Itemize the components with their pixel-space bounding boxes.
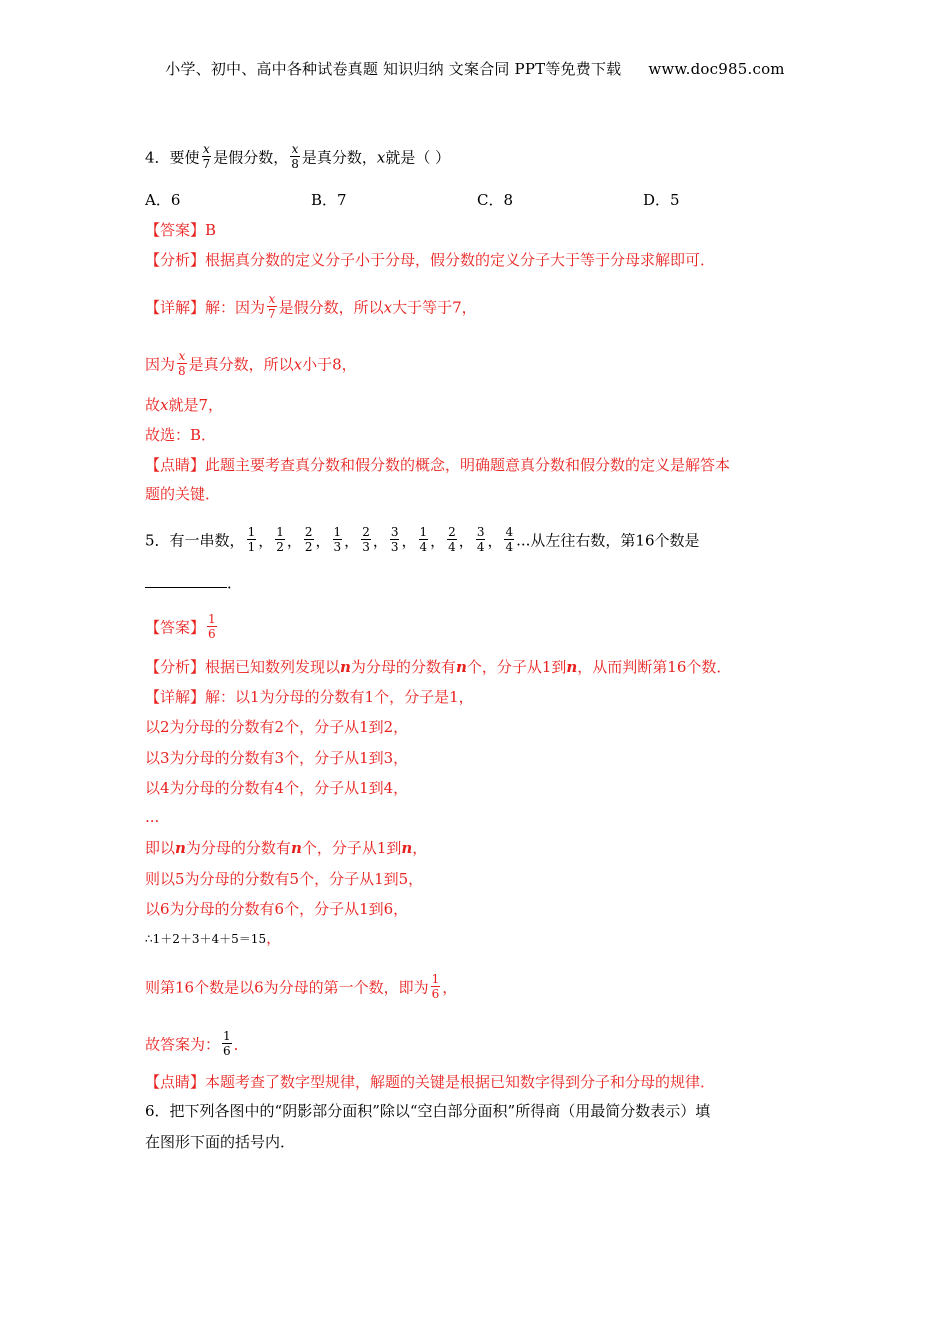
q4-comment-line1: 【点睛】此题主要考查真分数和假分数的概念，明确题意真分数和假分数的定义是解答本 [145, 456, 731, 474]
option-d[interactable]: D．5 [643, 191, 680, 209]
q5-comment: 【点睛】本题考查了数字型规律，解题的关键是根据已知数字得到分子和分母的规律． [145, 1073, 716, 1091]
q5-detail-7: 则以5为分母的分数有5个，分子从1到5， [145, 870, 424, 888]
sequence-fraction: $\frac{1}{3}$ [333, 525, 342, 554]
q5-detail-5: ... [145, 808, 160, 826]
q4-detail-line1: 【详解】解：因为 $\frac{x}{7}$ 是假分数，所以x大于等于7， [145, 292, 477, 321]
fraction: $\frac{x}{8}$ [291, 142, 299, 171]
sequence-fraction: $\frac{3}{4}$ [476, 525, 485, 554]
sequence-fraction: $\frac{2}{2}$ [304, 525, 313, 554]
q4-analysis: 【分析】根据真分数的定义分子小于分母，假分数的定义分子大于等于分母求解即可． [145, 251, 716, 269]
q5-detail-3: 以3为分母的分数有3个，分子从1到3， [145, 749, 409, 767]
q4-stem: 4．要使 $\frac{x}{7}$ 是假分数， $\frac{x}{8}$ 是真分数，x就是（ ） [145, 142, 451, 171]
q6-stem-line1: 6．把下列各图中的“阴影部分面积”除以“空白部分面积”所得商（用最简分数表示）填 [145, 1102, 711, 1120]
sequence-fraction: $\frac{3}{3}$ [390, 525, 399, 554]
fraction: $\frac{1}{6}$ [431, 972, 440, 1001]
option-a[interactable]: A．6 [145, 191, 181, 209]
fraction-sequence [245, 525, 517, 554]
q5-stem: 5．有一串数， $\frac{1}{1}$ ， $\frac{1}{2}$ ， $\frac{2}{2}$ ， $\frac{1}{3}$ ， $\frac{2}{3}$ ， $\frac{3}{3}$ ， $\frac{1}{4}$ ， $\frac{2}{4}$ ， $\frac{3}{4}$ ， $\frac{4}{4}$ ...从左往右数，第16个数是 [145, 525, 700, 554]
header-text: 小学、初中、高中各种试卷真题 知识归纳 文案合同 PPT等免费下载 [165, 60, 622, 78]
q5-detail-9: ∴1＋2＋3＋4＋5＝15， [145, 929, 282, 947]
separator: ， [286, 531, 302, 550]
q4-detail-line2: 因为 $\frac{x}{8}$ 是真分数，所以x小于8， [145, 349, 357, 378]
q5-detail-11: 故答案为： $\frac{1}{6}$ ． [145, 1029, 249, 1058]
separator: ， [258, 531, 274, 550]
q5-detail-1: 【详解】解：以1为分母的分数有1个，分子是1， [145, 688, 474, 706]
separator: ， [372, 531, 388, 550]
sequence-fraction: $\frac{1}{1}$ [247, 525, 256, 554]
fraction: $\frac{1}{6}$ [208, 612, 216, 641]
answer-blank[interactable] [145, 573, 227, 588]
q5-detail-10: 则第16个数是以6为分母的第一个数，即为 $\frac{1}{6}$ ， [145, 972, 458, 1001]
separator: ， [487, 531, 503, 550]
option-c[interactable]: C．8 [477, 191, 514, 209]
sequence-fraction: $\frac{1}{4}$ [419, 525, 428, 554]
sequence-fraction: $\frac{1}{2}$ [276, 525, 284, 554]
fraction: $\frac{x}{7}$ [268, 292, 276, 321]
option-b[interactable]: B．7 [311, 191, 347, 209]
q4-detail-line3: 故x就是7， [145, 396, 224, 414]
sequence-fraction: $\frac{4}{4}$ [505, 525, 514, 554]
separator: ， [315, 531, 331, 550]
fraction: $\frac{1}{6}$ [223, 1029, 231, 1058]
fraction: $\frac{x}{8}$ [178, 349, 186, 378]
separator: ， [401, 531, 417, 550]
q6-stem-line2: 在图形下面的括号内． [145, 1133, 296, 1151]
q5-blank-line: ． [145, 573, 242, 593]
fraction: $\frac{x}{7}$ [202, 142, 211, 171]
q5-detail-4: 以4为分母的分数有4个，分子从1到4， [145, 779, 409, 797]
q4-answer: 【答案】B [145, 221, 217, 239]
q5-answer: 【答案】 $\frac{1}{6}$ [145, 612, 216, 641]
sequence-fraction: $\frac{2}{4}$ [448, 525, 456, 554]
q4-options [145, 190, 809, 210]
q5-detail-8: 以6为分母的分数有6个，分子从1到6， [145, 900, 409, 918]
q4-comment-line2: 题的关键． [145, 485, 221, 503]
q5-detail-2: 以2为分母的分数有2个，分子从1到2， [145, 718, 409, 736]
q5-detail-6: 即以n为分母的分数有n个，分子从1到n， [145, 839, 428, 857]
page-header [0, 58, 950, 79]
sequence-fraction: $\frac{2}{3}$ [362, 525, 370, 554]
separator: ， [430, 531, 446, 550]
q4-detail-line4: 故选：B． [145, 426, 217, 444]
q5-analysis: 【分析】根据已知数列发现以n为分母的分数有n个，分子从1到n，从而判断第16个数． [145, 658, 732, 676]
header-url[interactable]: www.doc985.com [648, 60, 785, 78]
separator: ， [344, 531, 360, 550]
separator: ， [458, 531, 474, 550]
